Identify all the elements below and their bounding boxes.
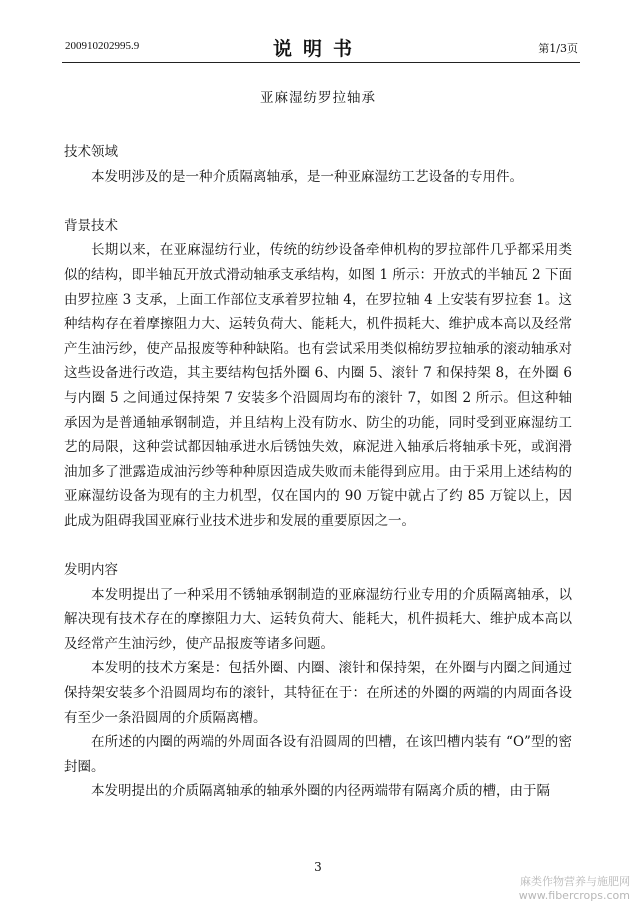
page-header: [0, 0, 636, 70]
application-number: 200910202995.9: [65, 40, 140, 52]
paragraph: 在所述的内圈的两端的外周面各设有沿圆周的凹槽，在该凹槽内装有 “O”型的密封圈。: [64, 734, 572, 775]
watermark-text: 麻类作物营养与施肥网: [520, 875, 630, 888]
header-divider: [62, 62, 580, 63]
page-count: 第1/3页: [538, 42, 578, 55]
paragraph: 本发明提出了一种采用不锈轴承钢制造的亚麻湿纺行业专用的介质隔离轴承，以解决现有技术存在的摩擦阻力大、运转负荷大、能耗大，机件损耗大、维护成本高以及经常产生油污纱，使产品报废等诸多问题。: [64, 586, 572, 652]
watermark: [519, 873, 630, 902]
page-number: 3: [314, 860, 322, 874]
document-title: 亚麻湿纺罗拉轴承: [260, 90, 376, 106]
section-heading-technical-field: 技术领域: [64, 144, 118, 160]
document-type-title: 说明书: [272, 38, 363, 60]
paragraph: 长期以来，在亚麻湿纺行业，传统的纺纱设备牵伸机构的罗拉部件几乎都采用类似的结构，即半轴瓦开放式滑动轴承支承结构，如图 1 所示：开放式的半轴瓦 2 下面由罗拉座 3 支承，上面工作部位支承着罗拉轴 4，在罗拉轴 4 上安装有罗拉套 1。这种结构存在着摩擦阻力大、运转负荷大、能耗大，机件损耗大、维护成本高以及经常产生油污纱，使产品报废等种种缺陷。也有尝试采用类似棉纺罗拉轴承的滚动轴承对这些设备进行改造，其主要结构包括外圈 6、内圈 5、滚针 7 和保持架 8，在外圈 6 与内圈 5 之间通过保持架 7 安装多个沿圆周均布的滚针 7，如图 2 所示。但这种轴承因为是普通轴承钢制造，并且结构上没有防水、防尘的功能，同时受到亚麻湿纺工艺的局限，这种尝试都因轴承进水后锈蚀失效，麻泥进入轴承后将轴承卡死，或润滑油加多了泄露造成油污纱等种种原因造成失败而未能得到应用。由于采用上述结构的亚麻湿纺设备为现有的主力机型，仅在国内的 90 万锭中就占了约 85 万锭以上，因此成为阻碍我国亚麻行业技术进步和发展的重要原因之一。: [64, 242, 572, 529]
watermark-url: www.fibercrops.com: [518, 889, 630, 902]
paragraph: 本发明涉及的是一种介质隔离轴承，是一种亚麻湿纺工艺设备的专用件。: [91, 168, 523, 185]
section-heading-summary: 发明内容: [64, 562, 118, 579]
paragraph: 本发明提出的介质隔离轴承的轴承外圈的内径两端带有隔离介质的槽，由于隔: [91, 783, 550, 800]
paragraph: 本发明的技术方案是：包括外圈、内圈、滚针和保持架，在外圈与内圈之间通过保持架安装多个沿圆周均布的滚针，其特征在于：在所述的外圈的两端的内周面各设有至少一条沿圆周的介质隔离槽。: [64, 660, 572, 726]
section-heading-background: 背景技术: [64, 217, 118, 234]
document-body: [64, 140, 572, 804]
